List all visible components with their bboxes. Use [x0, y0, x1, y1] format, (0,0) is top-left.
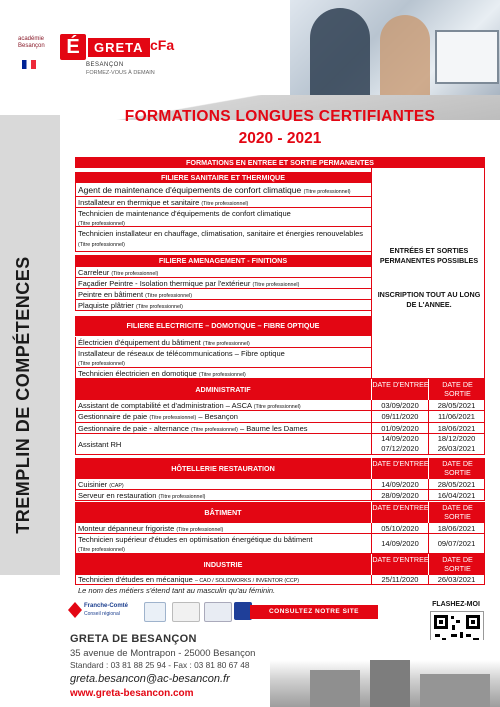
- date-out: 28/05/2021: [428, 400, 485, 411]
- date-in: 05/10/2020: [371, 523, 428, 534]
- row-tag: (Titre professionnel): [149, 415, 197, 421]
- row-label: Cuisinier: [78, 480, 108, 489]
- registration-text: INSCRIPTION TOUT AU LONG DE L'ANNEE.: [377, 290, 481, 309]
- table-row: [75, 490, 485, 501]
- row-label: Plaquiste plâtrier: [78, 301, 134, 310]
- col-date-sortie: DATE DE SORTIE: [428, 458, 486, 480]
- date-out: 18/06/2021: [428, 523, 485, 534]
- table-row: [75, 400, 485, 411]
- permanent-entry-box: [371, 168, 485, 379]
- row-tag: – CAO / SOLIDWORKS / INVENTOR (CCP): [194, 578, 300, 584]
- date-in-2: 07/12/2020: [381, 444, 419, 453]
- gender-note: Le nom des métiers s'étend tant au masculin qu'au féminin.: [78, 586, 276, 595]
- date-in: 09/11/2020: [371, 411, 428, 423]
- row-tag: (Titre professionnel): [78, 547, 125, 553]
- table-row: [75, 434, 485, 455]
- row-label: Serveur en restauration: [78, 491, 157, 500]
- date-in: 14/09/2020: [371, 534, 428, 554]
- side-label: TREMPLIN DE COMPÉTENCES: [13, 256, 33, 534]
- row-label: Électricien d'équipement du bâtiment: [78, 338, 201, 347]
- section-electricite: FILIERE ELECTRICITE – DOMOTIQUE – FIBRE OPTIQUE: [75, 316, 371, 336]
- section-sanitaire: FILIERE SANITAIRE ET THERMIQUE: [75, 172, 371, 183]
- greta-logo[interactable]: [18, 34, 188, 94]
- col-date-entree: DATE D'ENTREE: [371, 502, 429, 524]
- row-location: – Besançon: [198, 412, 238, 421]
- partner-logo-icon: [204, 602, 232, 622]
- row-label: Installateur en thermique et sanitaire: [78, 198, 200, 207]
- date-out: 09/07/2021: [428, 534, 485, 554]
- row-tag: (CAP): [109, 483, 124, 489]
- row-tag: (Titre professionnel): [135, 304, 183, 310]
- col-date-entree: DATE D'ENTREE: [371, 379, 429, 401]
- row-location: – Baume les Dames: [240, 424, 308, 433]
- row-tag: (Titre professionnel): [191, 427, 238, 433]
- row-tag: (Titre professionnel): [78, 361, 125, 367]
- academie-label: académie Besançon: [18, 36, 45, 49]
- header-photo: [290, 0, 500, 95]
- section-industrie: INDUSTRIE: [203, 560, 243, 569]
- date-out-2: 26/03/2021: [437, 444, 476, 453]
- cfa-wordmark: cFa: [150, 37, 175, 53]
- date-out: 28/05/2021: [428, 479, 485, 490]
- row-tag: (Titre professionnel): [78, 221, 125, 227]
- row-label: Carreleur: [78, 268, 110, 277]
- partner-logo-icon: [172, 602, 200, 622]
- row-label: Agent de maintenance d'équipements de confort climatique: [78, 185, 302, 195]
- col-date-entree: DATE D'ENTREE: [371, 554, 429, 576]
- row-label: Technicien de maintenance d'équipements de confort climatique: [78, 209, 291, 218]
- franche-comte-icon: [68, 602, 82, 618]
- section-batiment-header: [75, 502, 485, 523]
- table-row: [75, 575, 485, 585]
- row-tag: (Titre professionnel): [253, 404, 301, 410]
- table-row: [75, 479, 485, 490]
- table-row: [75, 411, 485, 423]
- row-tag: (Titre professionnel): [252, 282, 300, 288]
- table-top-header: FORMATIONS EN ENTREE ET SORTIE PERMANENTES: [75, 157, 485, 168]
- row-label: Technicien supérieur d'études en optimisation énergétique du bâtiment: [78, 535, 313, 544]
- date-out: 26/03/2021: [428, 575, 485, 585]
- row-label: Technicien d'études en mécanique: [78, 575, 193, 584]
- besancon-label: BESANÇON: [86, 62, 124, 68]
- footer-email[interactable]: greta.besancon@ac-besancon.fr: [70, 673, 230, 685]
- section-administratif-header: [75, 379, 485, 400]
- row-tag: (Titre professionnel): [176, 527, 224, 533]
- section-administratif: ADMINISTRATIF: [195, 385, 251, 394]
- date-in: [371, 434, 428, 455]
- greta-mark-icon: É: [60, 34, 86, 60]
- row-label: Peintre en bâtiment: [78, 290, 144, 299]
- row-label: Façadier Peintre - Isolation thermique par l'extérieur: [78, 279, 251, 288]
- row-tag: (Titre professionnel): [202, 341, 250, 347]
- row-label: Technicien électricien en domotique: [78, 369, 197, 378]
- footer-org: GRETA DE BESANÇON: [70, 633, 197, 645]
- section-batiment: BÂTIMENT: [204, 508, 242, 517]
- footer-website-link[interactable]: www.greta-besancon.com: [70, 688, 194, 699]
- permanent-entries-text: ENTRÉES ET SORTIES PERMANENTES POSSIBLES: [379, 246, 479, 265]
- section-amenagement: FILIERE AMENAGEMENT - FINITIONS: [75, 255, 371, 267]
- row-tag: (Titre professionnel): [111, 271, 159, 277]
- row-label: Gestionnaire de paie: [78, 412, 148, 421]
- section-hotellerie-header: [75, 458, 485, 479]
- date-in: 28/09/2020: [371, 490, 428, 501]
- table-row: [75, 534, 485, 554]
- footer-address: 35 avenue de Montrapon - 25000 Besançon: [70, 648, 256, 659]
- citadel-illustration: [270, 640, 500, 707]
- table-row: [75, 423, 485, 434]
- date-out: 16/04/2021: [428, 490, 485, 501]
- website-button[interactable]: CONSULTEZ NOTRE SITE INTERNET: [250, 605, 378, 619]
- row-tag: (Titre professionnel): [158, 494, 206, 500]
- date-out: [428, 434, 485, 455]
- qr-label: FLASHEZ-MOI: [432, 601, 480, 608]
- date-in: 03/09/2020: [371, 400, 428, 411]
- republique-flag-icon: [22, 60, 36, 69]
- page-title: FORMATIONS LONGUES CERTIFIANTES: [124, 108, 436, 125]
- row-label: Installateur de réseaux de télécommunications – Fibre optique: [78, 349, 285, 358]
- col-date-sortie: DATE DE SORTIE: [428, 554, 486, 576]
- row-label: Assistant de comptabilité et d'administration – ASCA: [78, 401, 252, 410]
- footer-phone: Standard : 03 81 88 25 94 - Fax : 03 81 80 67 48: [70, 660, 250, 670]
- col-date-sortie: DATE DE SORTIE: [428, 502, 486, 524]
- row-label: Gestionnaire de paie - alternance: [78, 424, 189, 433]
- row-label: Technicien installateur en chauffage, climatisation, sanitaire et énergies renouvelables: [78, 229, 364, 238]
- franche-comte-name: Franche-Comté: [84, 603, 129, 609]
- franche-comte-logo: [68, 602, 132, 620]
- date-in: 01/09/2020: [371, 423, 428, 434]
- row-tag: (Titre professionnel): [201, 201, 249, 207]
- section-industrie-header: [75, 554, 485, 575]
- date-in: 25/11/2020: [371, 575, 428, 585]
- date-out: 11/06/2021: [428, 411, 485, 423]
- section-hotellerie: HÔTELLERIE RESTAURATION: [171, 464, 275, 473]
- table-row: [75, 523, 485, 534]
- date-out-1: 18/12/2020: [437, 434, 476, 443]
- row-label: Monteur dépanneur frigoriste: [78, 524, 175, 533]
- greta-wordmark: GRETA: [88, 38, 150, 57]
- row-tag: (Titre professionnel): [78, 242, 125, 248]
- date-in-1: 14/09/2020: [381, 434, 419, 443]
- slogan: FORMEZ-VOUS À DEMAIN: [86, 70, 155, 76]
- date-in: 14/09/2020: [371, 479, 428, 490]
- col-date-entree: DATE D'ENTREE: [371, 458, 429, 480]
- page-years: 2020 - 2021: [238, 130, 322, 147]
- row-tag: (Titre professionnel): [198, 372, 246, 378]
- partner-logo-icon: [144, 602, 166, 622]
- row-tag: (Titre professionnel): [145, 293, 193, 299]
- col-date-sortie: DATE DE SORTIE: [428, 379, 486, 401]
- date-out: 18/06/2021: [428, 423, 485, 434]
- franche-comte-sub: Conseil régional: [84, 611, 120, 617]
- row-label: Assistant RH: [78, 440, 122, 449]
- row-tag: (Titre professionnel): [303, 189, 351, 195]
